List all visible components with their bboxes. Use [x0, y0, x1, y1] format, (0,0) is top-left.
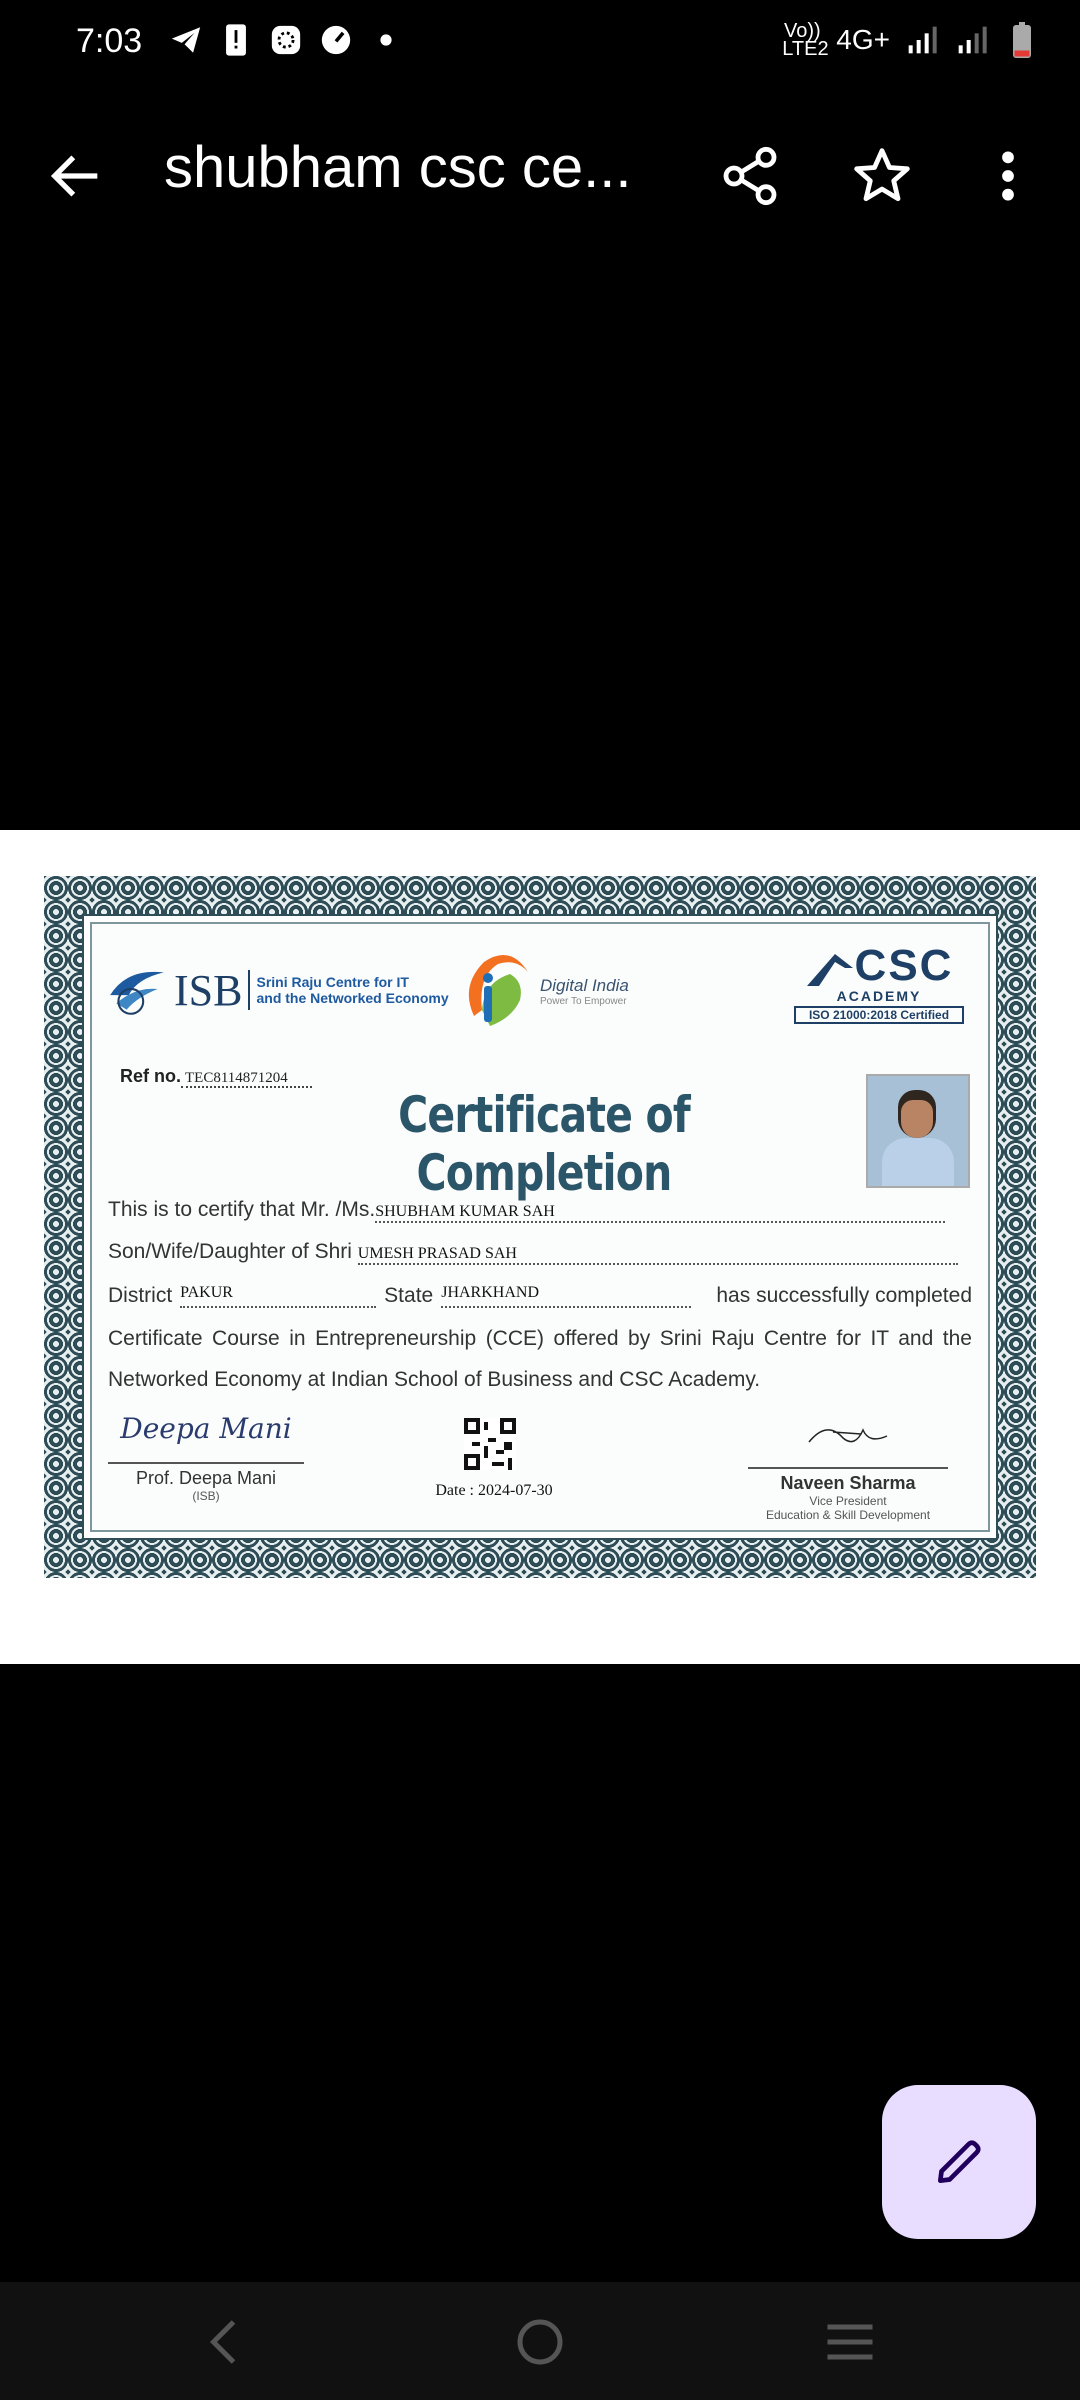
nav-recents-icon[interactable]: [820, 2312, 880, 2372]
share-icon[interactable]: [718, 144, 782, 208]
recipient-photo: [866, 1074, 970, 1188]
isb-wordmark: ISB: [174, 965, 243, 1015]
top-app-bar: [0, 120, 1080, 230]
status-time: 7:03: [76, 22, 143, 60]
ref-value: TEC8114871204: [181, 1070, 312, 1088]
signatory-org-left: (ISB): [192, 1489, 220, 1503]
district-value: PAKUR: [180, 1284, 376, 1308]
edit-pencil-icon: [931, 2134, 987, 2190]
reference-number: [120, 1066, 312, 1087]
signatory-name-right: Naveen Sharma: [780, 1473, 916, 1493]
certify-line: [108, 1198, 972, 1223]
ref-label: Ref no.: [120, 1066, 181, 1086]
nav-back-icon[interactable]: [196, 2312, 256, 2372]
speed-icon: [318, 22, 354, 58]
document-title: shubham csc ce...: [164, 135, 632, 200]
digital-india-title: Digital India: [540, 975, 629, 995]
signature-scribble-left: Deepa Mani: [120, 1412, 292, 1445]
isb-subtitle-line1: Srini Raju Centre for IT: [256, 974, 409, 990]
qr-code-icon: [464, 1418, 516, 1470]
digital-india-logo: [454, 946, 629, 1036]
csc-academy-text: ACADEMY: [836, 988, 922, 1004]
signal-icon: [904, 22, 940, 58]
certificate-heading: Certificate of Completion: [398, 1086, 690, 1202]
parent-line: [108, 1240, 972, 1265]
csc-academy-logo: [794, 941, 964, 1024]
navigation-bar: [0, 2282, 1080, 2400]
district-label: District: [108, 1284, 173, 1307]
status-bar: [0, 0, 1080, 86]
parent-label: Son/Wife/Daughter of Shri: [108, 1240, 352, 1263]
signal-icon: [954, 22, 990, 58]
notification-icons: [168, 22, 404, 58]
telegram-icon: [168, 22, 204, 58]
edit-button[interactable]: [882, 2085, 1036, 2239]
dot-icon: [368, 22, 404, 58]
arrow-back-icon[interactable]: [44, 144, 108, 208]
certify-label: This is to certify that Mr. /Ms.: [108, 1198, 376, 1221]
recipient-name: SHUBHAM KUMAR SAH: [375, 1203, 945, 1223]
digital-india-tagline: Power To Empower: [540, 995, 627, 1007]
network-type: 4G+: [836, 24, 890, 55]
isb-subtitle: [256, 974, 448, 1006]
certificate-image: [44, 876, 1036, 1578]
app-icon: [268, 22, 304, 58]
state-label: State: [384, 1284, 434, 1307]
nav-home-icon[interactable]: [510, 2312, 570, 2372]
issue-date: Date : 2024-07-30: [435, 1482, 553, 1499]
signatory-name-left: Prof. Deepa Mani: [135, 1468, 277, 1488]
document-viewer[interactable]: [0, 830, 1080, 1664]
digital-india-emblem-icon: [454, 946, 534, 1036]
isb-subtitle-line2: and the Networked Economy: [256, 990, 449, 1006]
signature-left: [108, 1412, 304, 1503]
csc-wordmark: CSC: [854, 941, 954, 990]
certificate-body: [82, 914, 998, 1540]
course-line1: Certificate Course in Entrepreneurship (CCE) offered by Srini Raju Centre for IT and the: [108, 1327, 972, 1350]
signatory-dept-right: Education & Skill Development: [765, 1508, 931, 1522]
more-vert-icon[interactable]: [976, 144, 1040, 208]
signature-right: [748, 1412, 948, 1522]
state-value: JHARKHAND: [441, 1284, 691, 1308]
volte-label: Vo)) LTE2: [782, 20, 829, 60]
iso-badge: ISO 21000:2018 Certified: [794, 1006, 964, 1024]
parent-name: UMESH PRASAD SAH: [358, 1245, 958, 1265]
signature-scribble-right: [803, 1412, 893, 1456]
course-description: [108, 1318, 972, 1400]
completed-text: has successfully completed: [716, 1284, 972, 1307]
signatory-title-right: Vice President: [809, 1494, 887, 1508]
course-line2: Networked Economy at Indian School of Business and CSC Academy.: [108, 1368, 761, 1391]
isb-bird-icon: [106, 964, 168, 1016]
battery-icon: [1004, 22, 1040, 58]
csc-roof-icon: [805, 948, 855, 988]
isb-logo: [106, 964, 449, 1016]
star-icon[interactable]: [850, 144, 914, 208]
location-line: [108, 1284, 972, 1308]
system-icons: [782, 22, 1040, 58]
alert-notification-icon: [218, 22, 254, 58]
